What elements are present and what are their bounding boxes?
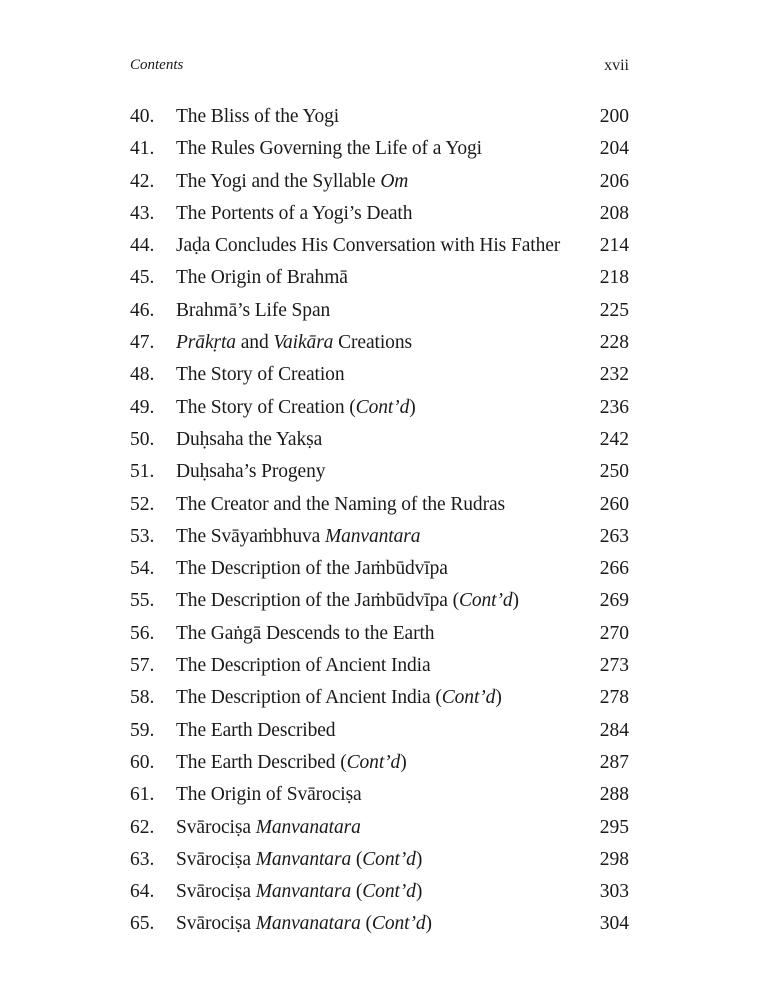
title-text: Brahmā’s Life Span	[176, 299, 331, 321]
page-number: 208	[599, 202, 629, 224]
toc-entry[interactable]	[130, 456, 629, 488]
chapter-number: 59.	[130, 719, 155, 741]
page-number: 225	[599, 299, 629, 321]
chapter-number: 47.	[130, 332, 155, 354]
toc-entry[interactable]	[130, 747, 629, 779]
toc-entry[interactable]	[130, 715, 629, 747]
chapter-title	[176, 650, 431, 682]
toc-entry[interactable]	[130, 908, 629, 940]
italic-term: Cont’d	[362, 881, 416, 903]
title-text: The Story of Creation	[176, 364, 345, 386]
toc-entry[interactable]	[130, 101, 629, 133]
chapter-number: 54.	[130, 558, 155, 580]
chapter-title	[176, 424, 322, 456]
italic-term: Cont’d	[371, 913, 426, 935]
chapter-number: 50.	[130, 428, 155, 450]
title-text: Duḥsaha’s Progeny	[176, 461, 326, 483]
toc-entry[interactable]	[130, 230, 629, 262]
toc-entry[interactable]	[130, 327, 629, 359]
title-text: )	[425, 913, 432, 935]
chapter-number: 51.	[130, 461, 155, 483]
italic-term: Cont’d	[355, 396, 410, 418]
chapter-title	[176, 876, 422, 908]
chapter-title	[176, 682, 502, 714]
title-text: The Creator and the Naming of the Rudras	[176, 493, 506, 515]
title-text: Duḥsaha the Yakṣa	[176, 428, 323, 450]
page-number: 295	[599, 816, 629, 838]
page-number: 200	[599, 106, 629, 127]
title-text: The Description of the Jaṁbūdvīpa	[176, 558, 448, 580]
chapter-title	[176, 101, 339, 133]
italic-term: Cont’d	[441, 687, 496, 709]
title-text: )	[495, 687, 502, 709]
section-title: Contents	[130, 57, 184, 73]
toc-entry[interactable]	[130, 585, 629, 617]
toc-entry[interactable]	[130, 812, 629, 844]
chapter-number: 45.	[130, 267, 155, 289]
title-text: (	[351, 848, 363, 870]
page-number: 218	[599, 267, 629, 289]
chapter-number: 63.	[130, 848, 155, 870]
toc-entry[interactable]	[130, 779, 629, 811]
chapter-title	[176, 295, 330, 327]
italic-term: Cont’d	[362, 848, 416, 870]
page-number: 242	[599, 428, 629, 450]
table-of-contents	[130, 101, 629, 941]
chapter-number: 60.	[130, 751, 155, 773]
page-number: 206	[599, 170, 629, 192]
chapter-title	[176, 392, 416, 424]
chapter-title	[176, 715, 335, 747]
chapter-title	[176, 812, 361, 844]
chapter-title	[176, 456, 325, 488]
chapter-number: 56.	[130, 622, 155, 644]
toc-entry[interactable]	[130, 553, 629, 585]
toc-entry[interactable]	[130, 682, 629, 714]
chapter-number: 41.	[130, 138, 155, 160]
page-number: 273	[599, 655, 629, 677]
chapter-title	[176, 747, 407, 779]
chapter-title	[176, 166, 408, 198]
title-text: )	[409, 396, 416, 418]
title-text: Svārociṣa	[176, 816, 256, 838]
italic-term: Vaikāra	[273, 332, 334, 354]
title-text: The Description of Ancient India	[176, 655, 431, 677]
chapter-number: 65.	[130, 913, 155, 935]
chapter-title	[176, 489, 505, 521]
title-text: Jaḍa Concludes His Conversation with His Father	[176, 235, 561, 257]
chapter-title	[176, 585, 519, 617]
toc-entry[interactable]	[130, 198, 629, 230]
page-number: 232	[599, 364, 629, 386]
title-text: )	[415, 848, 423, 870]
running-head	[130, 57, 629, 79]
title-text: Svārociṣa	[176, 848, 256, 870]
chapter-title	[176, 553, 448, 585]
chapter-number: 46.	[130, 299, 155, 321]
chapter-number: 58.	[130, 687, 155, 709]
chapter-number: 40.	[130, 106, 155, 127]
toc-entry[interactable]	[130, 166, 629, 198]
title-text: (	[351, 881, 363, 903]
chapter-number: 49.	[130, 396, 155, 418]
toc-entry[interactable]	[130, 650, 629, 682]
toc-entry[interactable]	[130, 295, 629, 327]
toc-entry[interactable]	[130, 618, 629, 650]
chapter-title	[176, 618, 434, 650]
title-text: The Description of the Jaṁbūdvīpa (	[176, 590, 459, 612]
title-text: Svārociṣa	[176, 881, 256, 903]
title-text: The Earth Described	[176, 719, 336, 741]
italic-term: Om	[380, 170, 409, 192]
italic-term: Manvanatara	[255, 816, 361, 838]
chapter-title	[176, 359, 345, 391]
page-number: 303	[599, 881, 629, 903]
title-text: Svārociṣa	[176, 913, 256, 935]
title-text: The Rules Governing the Life of a Yogi	[176, 138, 482, 160]
chapter-title	[176, 521, 420, 553]
page-number: 284	[599, 719, 629, 741]
toc-entry[interactable]	[130, 262, 629, 294]
page-number: 260	[599, 493, 629, 515]
page-number: 288	[599, 784, 629, 806]
italic-term: Manvanatara	[255, 913, 361, 935]
toc-entry[interactable]	[130, 876, 629, 908]
page-number: 266	[599, 558, 629, 580]
title-text: The Earth Described (	[176, 751, 347, 773]
title-text: Creations	[333, 332, 412, 354]
chapter-number: 48.	[130, 364, 155, 386]
title-text: The Portents of a Yogi’s Death	[176, 202, 413, 224]
toc-entry[interactable]	[130, 489, 629, 521]
title-text: The Bliss of the Yogi	[176, 106, 340, 127]
title-text: )	[400, 751, 407, 773]
page-number: 204	[599, 138, 629, 160]
italic-term: Cont’d	[346, 751, 401, 773]
title-text: The Gaṅgā Descends to the Earth	[176, 622, 435, 644]
chapter-number: 44.	[130, 235, 155, 257]
chapter-title	[176, 779, 362, 811]
page-number: 304	[599, 913, 629, 935]
chapter-number: 55.	[130, 590, 155, 612]
chapter-number: 53.	[130, 525, 155, 547]
title-text: The Origin of Brahmā	[176, 267, 348, 289]
toc-entry[interactable]	[130, 521, 629, 553]
chapter-number: 42.	[130, 170, 155, 192]
page-number: 214	[599, 235, 629, 257]
chapter-number: 62.	[130, 816, 155, 838]
page-folio: xvii	[604, 57, 629, 74]
chapter-title	[176, 844, 422, 876]
page-number: 250	[599, 461, 629, 483]
page-number: 287	[599, 751, 629, 773]
italic-term: Cont’d	[458, 590, 513, 612]
chapter-title	[176, 230, 560, 262]
toc-entry[interactable]	[130, 424, 629, 456]
title-text: The Origin of Svārociṣa	[176, 784, 362, 806]
italic-term: Manvantara	[255, 848, 352, 870]
page-number: 298	[599, 848, 629, 870]
toc-entry[interactable]	[130, 844, 629, 876]
italic-term: Manvantara	[324, 525, 421, 547]
title-text: The Svāyaṁbhuva	[176, 525, 325, 547]
chapter-number: 43.	[130, 202, 155, 224]
toc-entry[interactable]	[130, 133, 629, 165]
page-number: 236	[599, 396, 629, 418]
chapter-title	[176, 198, 412, 230]
chapter-number: 61.	[130, 784, 155, 806]
title-text: and	[235, 332, 274, 354]
italic-term: Prākṛta	[176, 332, 236, 354]
chapter-title	[176, 133, 482, 165]
title-text: (	[360, 913, 372, 935]
page-number: 269	[599, 590, 629, 612]
chapter-number: 64.	[130, 881, 155, 903]
title-text: The Description of Ancient India (	[176, 687, 442, 709]
page-number: 263	[599, 525, 629, 547]
chapter-title	[176, 908, 432, 940]
title-text: The Yogi and the Syllable	[176, 170, 381, 192]
title-text: )	[512, 590, 519, 612]
chapter-number: 57.	[130, 655, 155, 677]
title-text: The Story of Creation (	[176, 396, 356, 418]
italic-term: Manvantara	[255, 881, 352, 903]
toc-entry[interactable]	[130, 392, 629, 424]
toc-entry[interactable]	[130, 359, 629, 391]
chapter-number: 52.	[130, 493, 155, 515]
page-number: 278	[599, 687, 629, 709]
page-number: 270	[599, 622, 629, 644]
chapter-title	[176, 327, 412, 359]
chapter-title	[176, 262, 348, 294]
title-text: )	[415, 881, 423, 903]
page-number: 228	[599, 332, 629, 354]
